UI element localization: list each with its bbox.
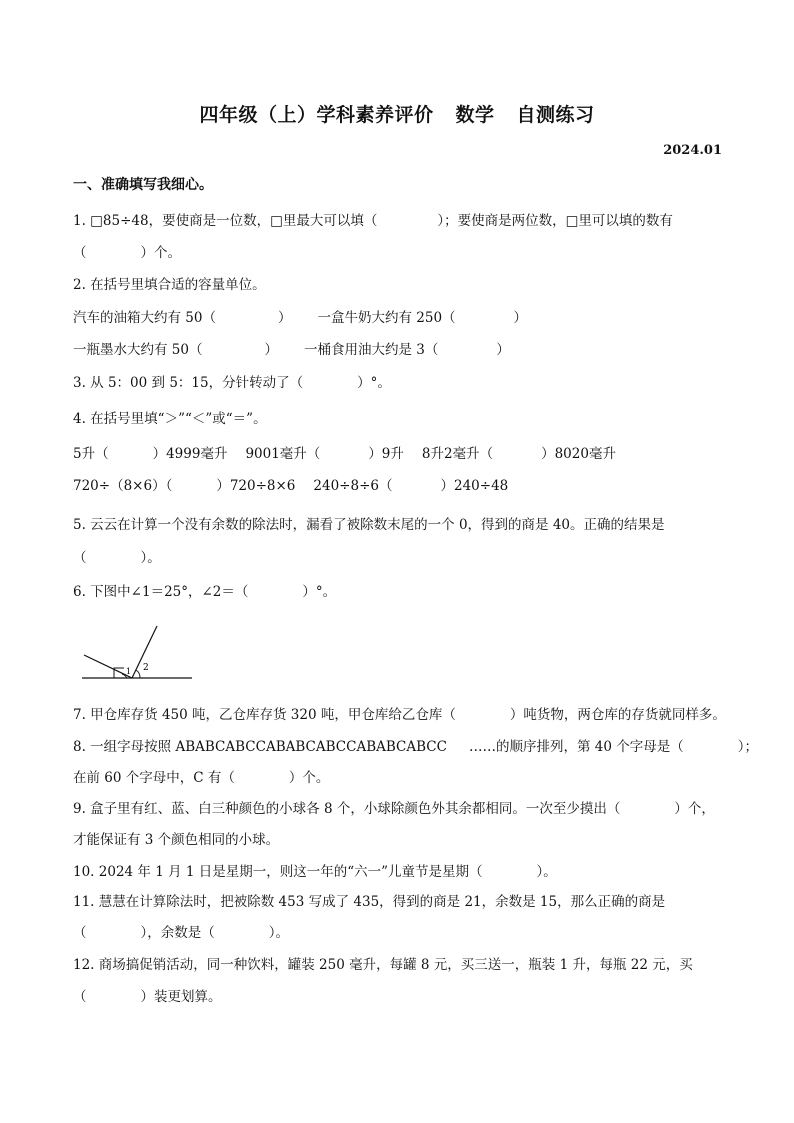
question-5-line-2: （ ）。 xyxy=(73,550,161,566)
section-heading: 一、准确填写我细心。 xyxy=(73,177,213,193)
question-2-line-1: 2. 在括号里填合适的容量单位。 xyxy=(73,277,266,293)
question-2-line-2 xyxy=(73,306,527,326)
q2-milk-box: 一盒牛奶大约有 250（ xyxy=(317,310,456,326)
q2-oil-barrel: 一桶食用油大约是 3（ xyxy=(303,342,439,358)
angle-2-label: 2 xyxy=(143,663,149,673)
question-2-line-3 xyxy=(73,338,510,358)
q2-car-tank: 汽车的油箱大约有 50（ xyxy=(73,310,216,326)
angle-2-arc xyxy=(136,670,140,678)
question-8-line-2: 在前 60 个字母中，C 有（ ）个。 xyxy=(73,770,330,786)
question-9-line-2: 才能保证有 3 个颜色相同的小球。 xyxy=(73,832,280,848)
q2-ink-bottle: 一瓶墨水大约有 50（ xyxy=(73,342,203,358)
q4-compare-4-right: ）720÷8×6 xyxy=(216,478,296,494)
page-title xyxy=(0,100,794,127)
title-grade-subject: 四年级（上）学科素养评价 xyxy=(199,104,434,126)
q8-question: ……的顺序排列，第 40 个字母是（ ）； xyxy=(468,739,758,755)
q4-compare-2-left: 9001毫升（ xyxy=(245,446,321,462)
q8-sequence: 8. 一组字母按照 ABABCABCCABABCABCCABABCABCC xyxy=(73,739,447,755)
q4-compare-5-left: 240÷8÷6（ xyxy=(313,478,393,494)
question-4-line-1: 4. 在括号里填“＞”“＜”或“＝”。 xyxy=(73,411,267,427)
question-5-line-1: 5. 云云在计算一个没有余数的除法时，漏看了被除数末尾的一个 0，得到的商是 40。正确的结果是 xyxy=(73,517,665,533)
question-1-line-1 xyxy=(73,209,673,229)
question-11-line-1: 11. 慧慧在计算除法时，把被除数 453 写成了 435，得到的商是 21，余数是 15，那么正确的商是 xyxy=(73,894,666,910)
q2-bracket-close-4: ） xyxy=(496,342,510,358)
question-4-line-3 xyxy=(73,474,508,494)
question-11-line-2: （ ），余数是（ ）。 xyxy=(73,925,289,941)
question-3: 3. 从 5：00 到 5：15，分针转动了（ ）°。 xyxy=(73,375,391,391)
q4-compare-1-right: ）4999毫升 xyxy=(152,446,228,462)
exam-date: 2024.01 xyxy=(663,143,722,158)
q2-bracket-close-1: ） xyxy=(277,310,292,326)
q4-compare-4-left: 720÷（8×6）（ xyxy=(73,478,173,494)
question-7: 7. 甲仓库存货 450 吨，乙仓库存货 320 吨，甲仓库给乙仓库（ ）吨货物，两仓库的存货就同样多。 xyxy=(73,707,726,723)
q4-compare-3-left: 8升2毫升（ xyxy=(421,446,494,462)
title-practice: 自测练习 xyxy=(516,104,595,126)
question-4-line-2 xyxy=(73,442,616,462)
q2-bracket-close-3: ） xyxy=(264,342,278,358)
q4-compare-2-right: ）9升 xyxy=(368,446,404,462)
q1-text-b: ）；要使商是两位数，□里可以填的数有 xyxy=(437,213,673,229)
question-10: 10. 2024 年 1 月 1 日是星期一，则这一年的“六一”儿童节是星期（ ）。 xyxy=(73,864,557,880)
slanted-ray-left xyxy=(84,655,132,678)
question-9-line-1: 9. 盒子里有红、蓝、白三种颜色的小球各 8 个，小球除颜色外其余都相同。一次至少摸出（ ）个， xyxy=(73,801,715,817)
q2-bracket-close-2: ） xyxy=(513,310,528,326)
question-12-line-2: （ ）装更划算。 xyxy=(73,989,222,1005)
angle-1-label: 1 xyxy=(126,667,132,676)
title-subject: 数学 xyxy=(455,104,495,126)
angle-diagram xyxy=(80,618,200,688)
q1-text-a: 1. □85÷48，要使商是一位数，□里最大可以填（ xyxy=(73,213,378,229)
q4-compare-5-right: ）240÷48 xyxy=(440,478,509,494)
question-1-line-2: （ ）个。 xyxy=(73,245,181,261)
q4-compare-3-right: ）8020毫升 xyxy=(541,446,616,462)
question-8-line-1 xyxy=(73,735,758,755)
q4-compare-1-left: 5升（ xyxy=(73,446,109,462)
question-12-line-1: 12. 商场搞促销活动，同一种饮料，罐装 250 毫升，每罐 8 元，买三送一，瓶装 1 升，每瓶 22 元，买 xyxy=(73,957,693,973)
question-6: 6. 下图中∠1＝25°，∠2＝（ ）°。 xyxy=(73,584,337,600)
